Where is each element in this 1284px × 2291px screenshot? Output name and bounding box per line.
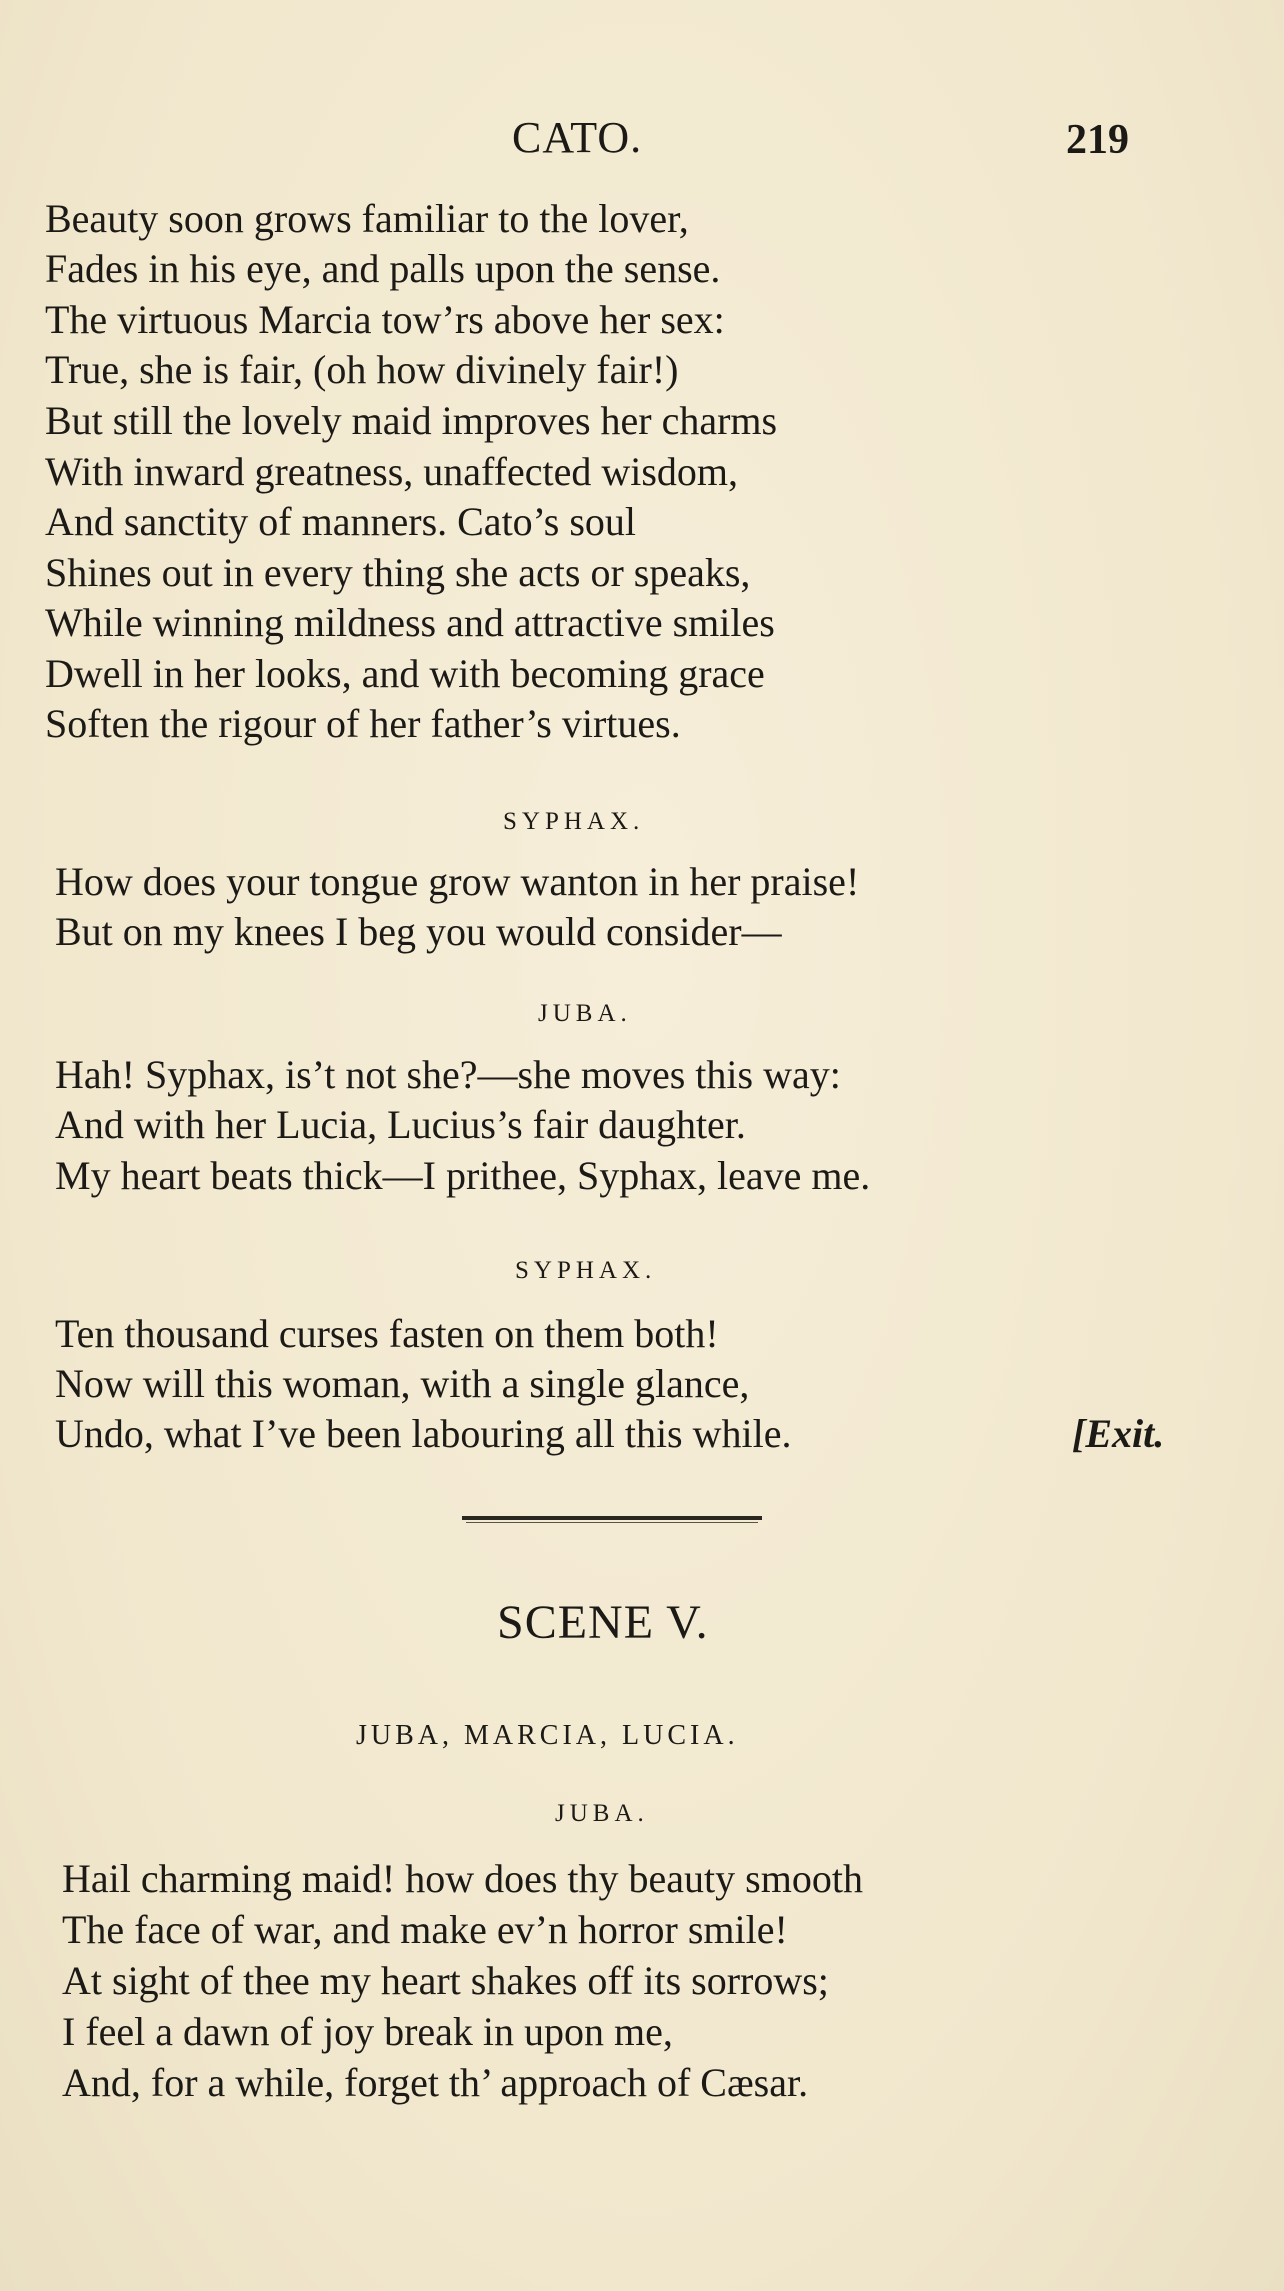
verse-line: True, she is fair, (oh how divinely fair!) [45, 347, 679, 392]
verse-line: Dwell in her looks, and with becoming grace [45, 651, 765, 696]
verse-line: Fades in his eye, and palls upon the sense. [45, 246, 721, 291]
stage-direction: [Exit. [1072, 1411, 1165, 1456]
scene-heading: SCENE V. [497, 1596, 709, 1649]
verse-line: Beauty soon grows familiar to the lover, [45, 196, 689, 241]
page-header [0, 112, 1284, 172]
speaker-name: SYPHAX. [503, 808, 645, 835]
verse-line: Shines out in every thing she acts or speaks, [45, 550, 751, 595]
speaker-name: JUBA. [555, 1800, 649, 1827]
running-title: CATO. [512, 113, 643, 162]
verse-line: But still the lovely maid improves her charms [45, 398, 778, 443]
verse-line: Hail charming maid! how does thy beauty smooth [62, 1856, 863, 1901]
speaker-name: JUBA. [538, 1000, 632, 1027]
verse-line: The face of war, and make ev’n horror smile! [62, 1907, 788, 1952]
verse-line: Ten thousand curses fasten on them both! [55, 1311, 719, 1356]
verse-line: And with her Lucia, Lucius’s fair daughter. [55, 1102, 746, 1147]
divider-thick-line [462, 1516, 762, 1520]
verse-line: With inward greatness, unaffected wisdom, [45, 449, 739, 494]
scene-divider-rule [462, 1514, 762, 1524]
verse-line: The virtuous Marcia tow’rs above her sex: [45, 297, 725, 342]
verse-line: At sight of thee my heart shakes off its sorrows; [62, 1958, 829, 2003]
verse-line: Undo, what I’ve been labouring all this while. [55, 1411, 792, 1456]
verse-line: And sanctity of manners. Cato’s soul [45, 499, 637, 544]
speaker-name: SYPHAX. [515, 1257, 657, 1284]
scene-characters: JUBA, MARCIA, LUCIA. [356, 1720, 739, 1751]
page-number: 219 [1066, 117, 1129, 163]
divider-thin-line [466, 1522, 758, 1523]
verse-line: I feel a dawn of joy break in upon me, [62, 2009, 673, 2054]
verse-line: My heart beats thick—I prithee, Syphax, leave me. [55, 1153, 871, 1198]
verse-line: How does your tongue grow wanton in her praise! [55, 859, 860, 904]
verse-line: While winning mildness and attractive smiles [45, 600, 775, 645]
verse-line: But on my knees I beg you would consider— [55, 909, 782, 954]
verse-line: Now will this woman, with a single glance, [55, 1361, 750, 1406]
verse-line: Soften the rigour of her father’s virtues. [45, 701, 681, 746]
verse-line: Hah! Syphax, is’t not she?—she moves this way: [55, 1052, 841, 1097]
verse-line: And, for a while, forget th’ approach of Cæsar. [62, 2060, 809, 2105]
